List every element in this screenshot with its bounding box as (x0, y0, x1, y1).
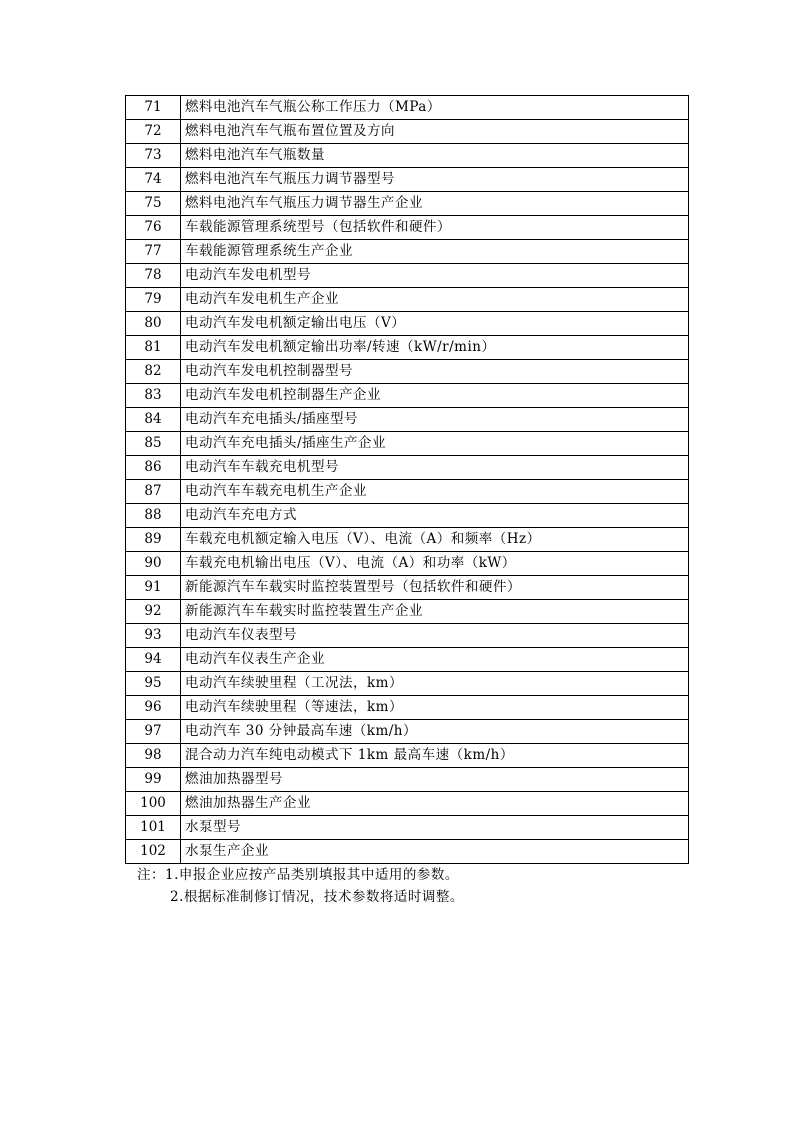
table-row (126, 384, 689, 408)
table-row (126, 600, 689, 624)
row-number: 90 (126, 552, 181, 576)
row-number: 81 (126, 336, 181, 360)
row-number: 77 (126, 240, 181, 264)
row-parameter: 燃料电池汽车气瓶公称工作压力（MPa） (181, 96, 689, 120)
row-number: 72 (126, 120, 181, 144)
row-number: 80 (126, 312, 181, 336)
row-parameter: 车载充电机输出电压（V）、电流（A）和功率（kW） (181, 552, 689, 576)
row-number: 102 (126, 840, 181, 864)
row-number: 96 (126, 696, 181, 720)
table-row (126, 504, 689, 528)
table-row (126, 96, 689, 120)
row-parameter: 燃料电池汽车气瓶压力调节器型号 (181, 168, 689, 192)
row-parameter: 电动汽车续驶里程（等速法，km） (181, 696, 689, 720)
row-parameter: 燃油加热器型号 (181, 768, 689, 792)
row-parameter: 电动汽车发电机生产企业 (181, 288, 689, 312)
table-row (126, 240, 689, 264)
table-row (126, 432, 689, 456)
table-row (126, 528, 689, 552)
row-number: 100 (126, 792, 181, 816)
table-row (126, 552, 689, 576)
row-parameter: 电动汽车发电机控制器生产企业 (181, 384, 689, 408)
row-parameter: 燃料电池汽车气瓶数量 (181, 144, 689, 168)
row-number: 82 (126, 360, 181, 384)
row-parameter: 电动汽车车载充电机生产企业 (181, 480, 689, 504)
row-number: 78 (126, 264, 181, 288)
table-row (126, 360, 689, 384)
row-parameter: 混合动力汽车纯电动模式下 1km 最高车速（km/h） (181, 744, 689, 768)
table-row (126, 744, 689, 768)
row-parameter: 电动汽车充电方式 (181, 504, 689, 528)
row-number: 99 (126, 768, 181, 792)
row-number: 89 (126, 528, 181, 552)
table-row (126, 624, 689, 648)
table-row (126, 336, 689, 360)
row-number: 79 (126, 288, 181, 312)
table-row (126, 720, 689, 744)
row-number: 93 (126, 624, 181, 648)
row-number: 71 (126, 96, 181, 120)
row-parameter: 电动汽车仪表型号 (181, 624, 689, 648)
row-parameter: 电动汽车发电机控制器型号 (181, 360, 689, 384)
row-parameter: 电动汽车发电机型号 (181, 264, 689, 288)
table-row (126, 408, 689, 432)
row-number: 73 (126, 144, 181, 168)
table-row (126, 120, 689, 144)
row-parameter: 电动汽车 30 分钟最高车速（km/h） (181, 720, 689, 744)
row-parameter: 水泵型号 (181, 816, 689, 840)
row-number: 75 (126, 192, 181, 216)
row-number: 98 (126, 744, 181, 768)
row-number: 74 (126, 168, 181, 192)
note-line-2: 2.根据标准制修订情况，技术参数将适时调整。 (170, 889, 464, 905)
table-row (126, 696, 689, 720)
row-number: 95 (126, 672, 181, 696)
row-parameter: 电动汽车发电机额定输出电压（V） (181, 312, 689, 336)
row-number: 76 (126, 216, 181, 240)
row-parameter: 水泵生产企业 (181, 840, 689, 864)
table-row (126, 192, 689, 216)
row-number: 101 (126, 816, 181, 840)
row-parameter: 新能源汽车车载实时监控装置生产企业 (181, 600, 689, 624)
row-number: 86 (126, 456, 181, 480)
parameter-table (125, 95, 689, 864)
row-number: 87 (126, 480, 181, 504)
row-number: 88 (126, 504, 181, 528)
table-row (126, 840, 689, 864)
table-row (126, 168, 689, 192)
row-parameter: 车载充电机额定输入电压（V）、电流（A）和频率（Hz） (181, 528, 689, 552)
row-number: 97 (126, 720, 181, 744)
row-number: 91 (126, 576, 181, 600)
row-parameter: 电动汽车续驶里程（工况法，km） (181, 672, 689, 696)
table-row (126, 312, 689, 336)
row-number: 85 (126, 432, 181, 456)
row-number: 92 (126, 600, 181, 624)
row-parameter: 电动汽车发电机额定输出功率/转速（kW/r/min） (181, 336, 689, 360)
row-parameter: 燃料电池汽车气瓶压力调节器生产企业 (181, 192, 689, 216)
notes (137, 864, 464, 908)
row-parameter: 车载能源管理系统型号（包括软件和硬件） (181, 216, 689, 240)
row-parameter: 新能源汽车车载实时监控装置型号（包括软件和硬件） (181, 576, 689, 600)
row-number: 84 (126, 408, 181, 432)
table-row (126, 816, 689, 840)
table-row (126, 288, 689, 312)
table-row (126, 768, 689, 792)
row-parameter: 电动汽车车载充电机型号 (181, 456, 689, 480)
table-row (126, 264, 689, 288)
table-row (126, 480, 689, 504)
row-parameter: 燃料电池汽车气瓶布置位置及方向 (181, 120, 689, 144)
row-number: 94 (126, 648, 181, 672)
row-parameter: 车载能源管理系统生产企业 (181, 240, 689, 264)
note-line-1: 注：1.申报企业应按产品类别填报其中适用的参数。 (137, 867, 459, 883)
table-row (126, 672, 689, 696)
row-parameter: 电动汽车充电插头/插座生产企业 (181, 432, 689, 456)
parameter-table-body (126, 96, 689, 864)
table-row (126, 648, 689, 672)
table-row (126, 144, 689, 168)
row-number: 83 (126, 384, 181, 408)
table-row (126, 792, 689, 816)
table-row (126, 576, 689, 600)
row-parameter: 电动汽车仪表生产企业 (181, 648, 689, 672)
row-parameter: 电动汽车充电插头/插座型号 (181, 408, 689, 432)
table-row (126, 456, 689, 480)
row-parameter: 燃油加热器生产企业 (181, 792, 689, 816)
table-row (126, 216, 689, 240)
